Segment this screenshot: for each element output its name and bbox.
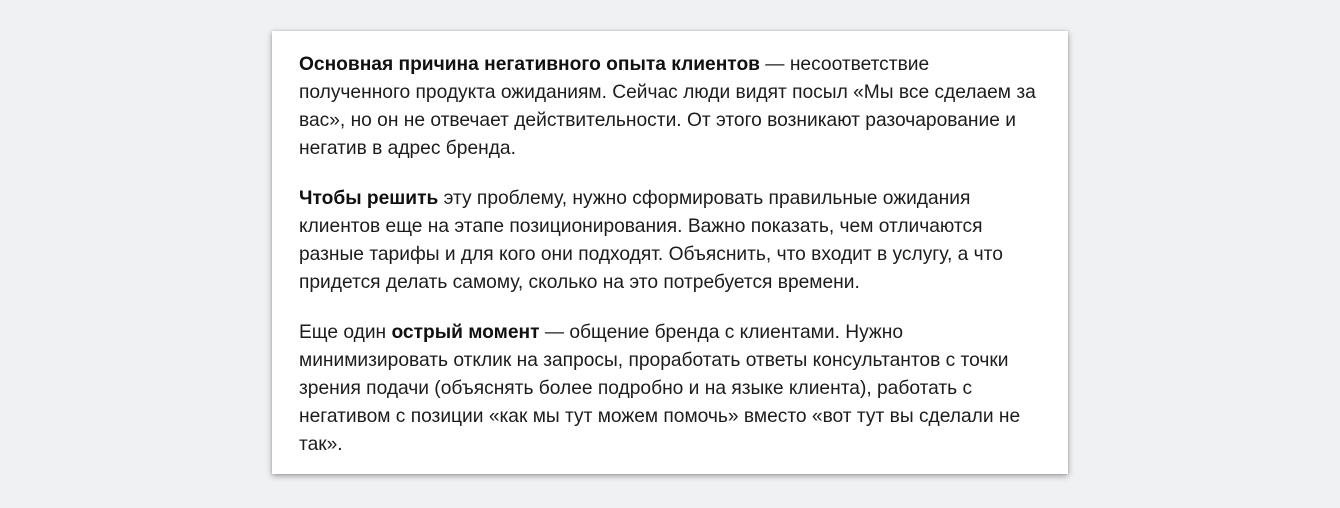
- paragraph-1-text: — несоответствие полученного продукта ожиданиям. Сейчас люди видят посыл «Мы все сделаем за вас», но он не отвечает действительности. От этого возникают разочарование и негатив в адрес бренда.: [299, 54, 1036, 159]
- paragraph-3: [299, 319, 1042, 459]
- paragraph-2-text: эту проблему, нужно сформировать правильные ожидания клиентов еще на этапе позиционирования. Важно показать, чем отличаются разные тарифы и для кого они подходят. Объяснить, что входит в услугу, а что придется делать самому, сколько на это потребуется времени.: [299, 188, 1003, 293]
- paragraph-3-text-before: Еще один: [299, 322, 392, 343]
- paragraph-1: [299, 51, 1042, 163]
- article-card: [272, 31, 1068, 474]
- paragraph-3-bold: острый момент: [391, 322, 540, 343]
- paragraph-2: [299, 185, 1042, 297]
- paragraph-2-bold: Чтобы решить: [299, 188, 439, 209]
- paragraph-3-text-after: — общение бренда с клиентами. Нужно минимизировать отклик на запросы, проработать ответы консультантов с точки зрения подачи (объяснять более подробно и на языке клиента), работать с негативом с позиции «как мы тут можем помочь» вместо «вот тут вы сделали не так».: [299, 322, 1021, 455]
- paragraph-1-bold: Основная причина негативного опыта клиентов: [299, 54, 760, 75]
